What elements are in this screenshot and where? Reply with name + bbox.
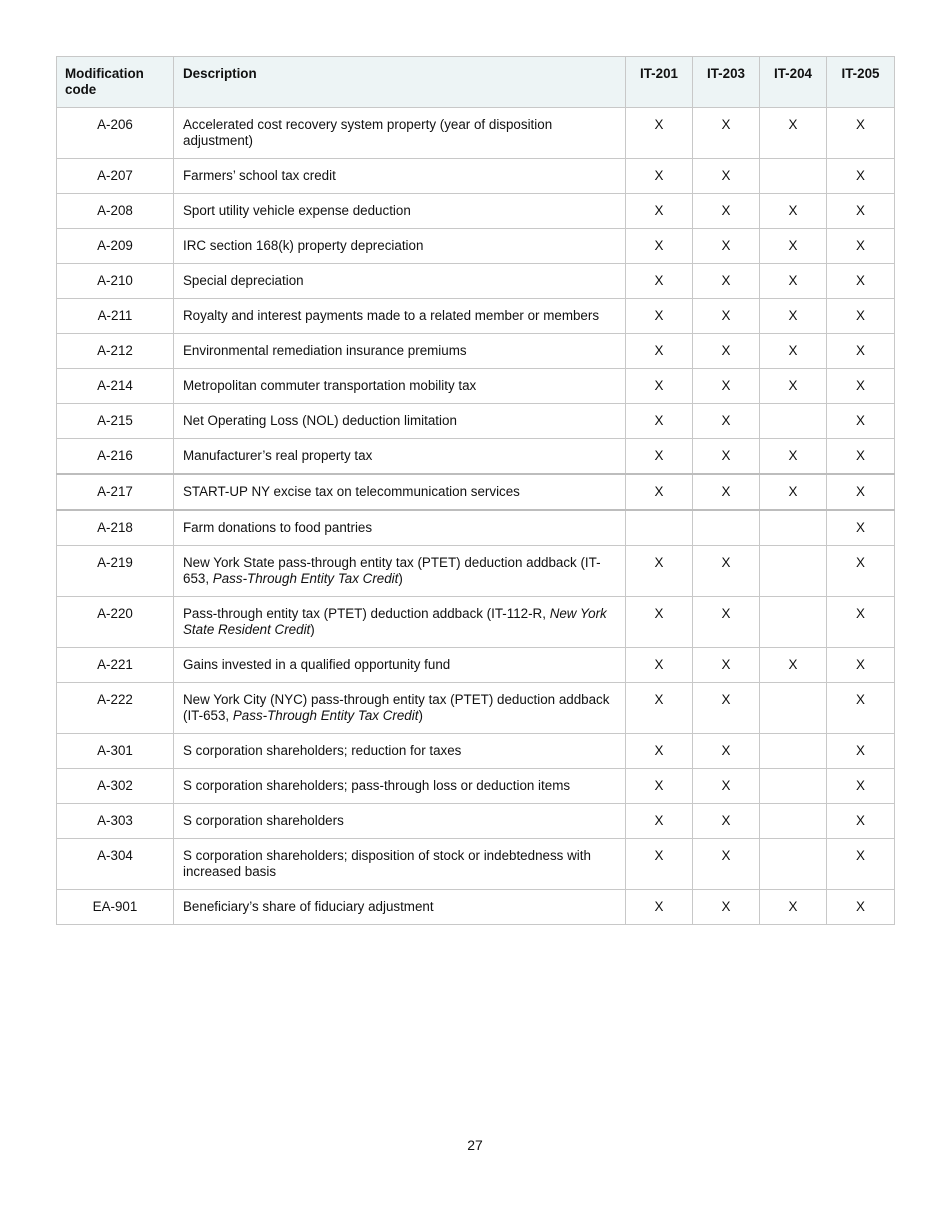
modification-code-cell: A-217 [57, 474, 174, 510]
description-cell [174, 194, 626, 229]
description-text: S corporation shareholders; disposition of stock or indebtedness with increased basis [183, 848, 591, 879]
modification-code-cell: A-207 [57, 159, 174, 194]
description-text: Farmers’ school tax credit [183, 168, 336, 183]
modification-code-cell: A-215 [57, 404, 174, 439]
table-row [57, 159, 895, 194]
it-203-mark-cell: X [693, 839, 760, 890]
it-205-mark-cell: X [827, 597, 895, 648]
description-text: Net Operating Loss (NOL) deduction limitation [183, 413, 457, 428]
description-text: Special depreciation [183, 273, 304, 288]
description-text-end: ) [398, 571, 403, 586]
it-204-mark-cell [760, 159, 827, 194]
it-201-mark-cell: X [626, 159, 693, 194]
it-203-mark-cell: X [693, 546, 760, 597]
description-text-end: ) [418, 708, 423, 723]
table-row [57, 474, 895, 510]
it-201-mark-cell: X [626, 683, 693, 734]
modification-code-cell: A-220 [57, 597, 174, 648]
description-text-end: ) [310, 622, 315, 637]
description-text: New York State pass-through entity tax (PTET) deduction addback (IT-653, [183, 555, 601, 586]
description-text: Gains invested in a qualified opportunity fund [183, 657, 451, 672]
description-cell [174, 597, 626, 648]
table-row [57, 194, 895, 229]
it-203-mark-cell: X [693, 683, 760, 734]
it-204-mark-cell: X [760, 229, 827, 264]
it-201-mark-cell: X [626, 648, 693, 683]
description-cell [174, 299, 626, 334]
it-204-mark-cell: X [760, 369, 827, 404]
it-205-mark-cell: X [827, 890, 895, 925]
description-cell [174, 369, 626, 404]
description-cell [174, 804, 626, 839]
it-205-mark-cell: X [827, 369, 895, 404]
it-205-mark-cell: X [827, 334, 895, 369]
description-text: START-UP NY excise tax on telecommunication services [183, 484, 520, 499]
description-text: Accelerated cost recovery system property (year of disposition adjustment) [183, 117, 553, 148]
it-205-mark-cell: X [827, 804, 895, 839]
table-row [57, 229, 895, 264]
description-cell [174, 890, 626, 925]
it-204-mark-cell [760, 683, 827, 734]
modification-table [56, 56, 895, 925]
it-203-mark-cell: X [693, 890, 760, 925]
modification-code-cell: A-212 [57, 334, 174, 369]
modification-code-cell: A-210 [57, 264, 174, 299]
it-203-mark-cell: X [693, 804, 760, 839]
table-row [57, 648, 895, 683]
it-201-mark-cell: X [626, 734, 693, 769]
it-205-mark-cell: X [827, 439, 895, 475]
it-205-mark-cell: X [827, 404, 895, 439]
modification-code-cell: A-221 [57, 648, 174, 683]
it-203-mark-cell: X [693, 597, 760, 648]
description-text: S corporation shareholders; pass-through loss or deduction items [183, 778, 571, 793]
it-205-mark-cell: X [827, 108, 895, 159]
modification-code-cell: A-218 [57, 510, 174, 546]
it-201-mark-cell: X [626, 839, 693, 890]
it-201-mark-cell: X [626, 597, 693, 648]
modification-code-cell: A-216 [57, 439, 174, 475]
it-203-mark-cell: X [693, 734, 760, 769]
table-row [57, 546, 895, 597]
it-201-mark-cell [626, 510, 693, 546]
description-cell [174, 546, 626, 597]
it-205-mark-cell: X [827, 839, 895, 890]
it-204-mark-cell: X [760, 108, 827, 159]
table-row [57, 299, 895, 334]
table-row [57, 369, 895, 404]
description-form-title: Pass-Through Entity Tax Credit [232, 708, 419, 723]
description-cell [174, 439, 626, 475]
it-203-mark-cell [693, 510, 760, 546]
description-cell [174, 229, 626, 264]
it-203-mark-cell: X [693, 369, 760, 404]
it-204-mark-cell: X [760, 474, 827, 510]
it-201-mark-cell: X [626, 404, 693, 439]
it-201-mark-cell: X [626, 194, 693, 229]
it-205-mark-cell: X [827, 474, 895, 510]
it-204-mark-cell [760, 597, 827, 648]
modification-code-cell: A-302 [57, 769, 174, 804]
header-it-201: IT-201 [626, 57, 693, 108]
description-cell [174, 159, 626, 194]
it-204-mark-cell: X [760, 890, 827, 925]
it-204-mark-cell: X [760, 439, 827, 475]
table-row [57, 404, 895, 439]
it-204-mark-cell: X [760, 194, 827, 229]
it-203-mark-cell: X [693, 229, 760, 264]
description-cell [174, 683, 626, 734]
table-row [57, 510, 895, 546]
header-it-204: IT-204 [760, 57, 827, 108]
it-201-mark-cell: X [626, 299, 693, 334]
modification-code-cell: A-211 [57, 299, 174, 334]
it-203-mark-cell: X [693, 194, 760, 229]
description-text: IRC section 168(k) property depreciation [183, 238, 424, 253]
it-203-mark-cell: X [693, 769, 760, 804]
description-text: Royalty and interest payments made to a related member or members [183, 308, 600, 323]
modification-code-cell: A-209 [57, 229, 174, 264]
table-row [57, 769, 895, 804]
description-text: Manufacturer’s real property tax [183, 448, 373, 463]
modification-code-cell: EA-901 [57, 890, 174, 925]
modification-code-cell: A-206 [57, 108, 174, 159]
description-cell [174, 510, 626, 546]
page-number: 27 [467, 1137, 483, 1153]
description-cell [174, 334, 626, 369]
table-row [57, 890, 895, 925]
it-205-mark-cell: X [827, 299, 895, 334]
it-203-mark-cell: X [693, 439, 760, 475]
table-row [57, 597, 895, 648]
table-row [57, 108, 895, 159]
it-201-mark-cell: X [626, 334, 693, 369]
it-205-mark-cell: X [827, 734, 895, 769]
header-it-205: IT-205 [827, 57, 895, 108]
table-row [57, 439, 895, 475]
it-203-mark-cell: X [693, 648, 760, 683]
it-204-mark-cell [760, 404, 827, 439]
it-204-mark-cell: X [760, 299, 827, 334]
modification-code-cell: A-214 [57, 369, 174, 404]
description-text: S corporation shareholders [183, 813, 344, 828]
it-204-mark-cell: X [760, 648, 827, 683]
it-201-mark-cell: X [626, 804, 693, 839]
description-text: Sport utility vehicle expense deduction [183, 203, 411, 218]
description-cell [174, 108, 626, 159]
it-203-mark-cell: X [693, 474, 760, 510]
it-203-mark-cell: X [693, 299, 760, 334]
table-row [57, 734, 895, 769]
modification-code-cell: A-303 [57, 804, 174, 839]
description-text: Metropolitan commuter transportation mobility tax [183, 378, 477, 393]
it-201-mark-cell: X [626, 439, 693, 475]
description-cell [174, 769, 626, 804]
it-205-mark-cell: X [827, 683, 895, 734]
it-205-mark-cell: X [827, 264, 895, 299]
table-body [57, 108, 895, 925]
description-text: Environmental remediation insurance premiums [183, 343, 467, 358]
header-row [57, 57, 895, 108]
modification-code-cell: A-219 [57, 546, 174, 597]
it-201-mark-cell: X [626, 546, 693, 597]
header-it-203: IT-203 [693, 57, 760, 108]
it-204-mark-cell [760, 769, 827, 804]
it-204-mark-cell [760, 804, 827, 839]
description-text: Farm donations to food pantries [183, 520, 373, 535]
it-205-mark-cell: X [827, 194, 895, 229]
modification-code-cell: A-304 [57, 839, 174, 890]
description-form-title: New York State Resident Credit [183, 606, 607, 637]
it-205-mark-cell: X [827, 769, 895, 804]
table-row [57, 334, 895, 369]
it-204-mark-cell [760, 839, 827, 890]
it-204-mark-cell: X [760, 334, 827, 369]
table-row [57, 804, 895, 839]
it-203-mark-cell: X [693, 334, 760, 369]
description-cell [174, 404, 626, 439]
description-text: Beneficiary’s share of fiduciary adjustment [183, 899, 434, 914]
it-203-mark-cell: X [693, 404, 760, 439]
description-cell [174, 264, 626, 299]
it-205-mark-cell: X [827, 159, 895, 194]
it-203-mark-cell: X [693, 159, 760, 194]
description-cell [174, 648, 626, 683]
it-204-mark-cell [760, 510, 827, 546]
it-204-mark-cell [760, 546, 827, 597]
it-205-mark-cell: X [827, 510, 895, 546]
description-cell [174, 474, 626, 510]
description-text: Pass-through entity tax (PTET) deduction addback (IT-112-R, [183, 606, 550, 621]
it-201-mark-cell: X [626, 890, 693, 925]
it-203-mark-cell: X [693, 108, 760, 159]
modification-code-cell: A-301 [57, 734, 174, 769]
it-201-mark-cell: X [626, 369, 693, 404]
description-cell [174, 839, 626, 890]
description-text: S corporation shareholders; reduction for taxes [183, 743, 462, 758]
description-cell [174, 734, 626, 769]
it-201-mark-cell: X [626, 474, 693, 510]
modification-code-cell: A-222 [57, 683, 174, 734]
modification-code-cell: A-208 [57, 194, 174, 229]
it-204-mark-cell [760, 734, 827, 769]
it-201-mark-cell: X [626, 108, 693, 159]
table-row [57, 839, 895, 890]
description-form-title: Pass-Through Entity Tax Credit [212, 571, 399, 586]
it-201-mark-cell: X [626, 229, 693, 264]
header-modification-code: Modification code [57, 57, 174, 108]
it-205-mark-cell: X [827, 229, 895, 264]
it-205-mark-cell: X [827, 648, 895, 683]
it-205-mark-cell: X [827, 546, 895, 597]
it-203-mark-cell: X [693, 264, 760, 299]
header-description: Description [174, 57, 626, 108]
it-204-mark-cell: X [760, 264, 827, 299]
table-row [57, 683, 895, 734]
table-row [57, 264, 895, 299]
it-201-mark-cell: X [626, 264, 693, 299]
it-201-mark-cell: X [626, 769, 693, 804]
description-text: New York City (NYC) pass-through entity tax (PTET) deduction addback (IT-653, [183, 692, 610, 723]
